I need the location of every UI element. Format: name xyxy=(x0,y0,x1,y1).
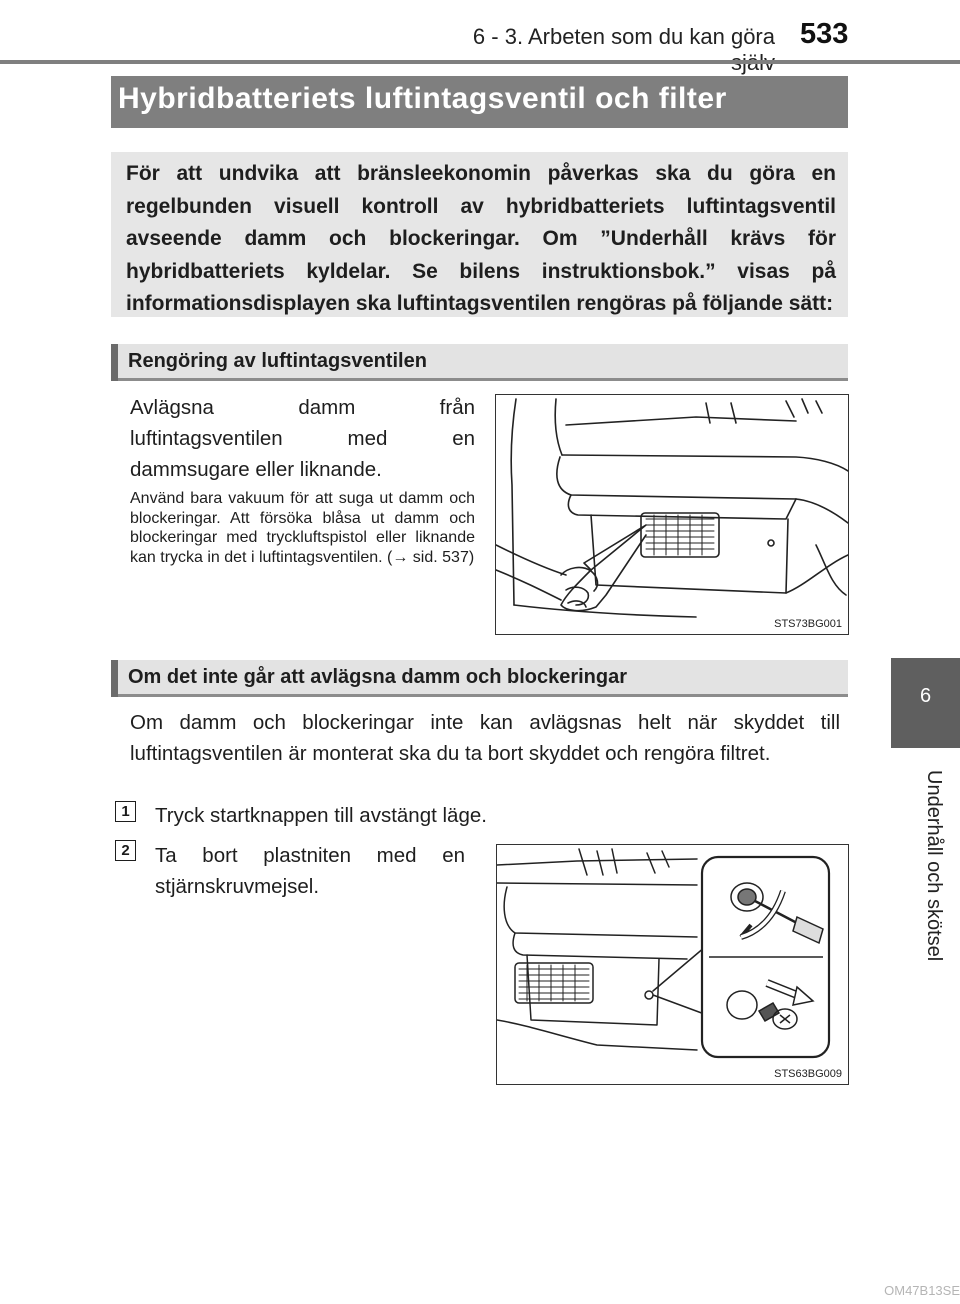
section1-note xyxy=(130,489,475,567)
page-number: 533 xyxy=(800,18,849,50)
header-rule xyxy=(0,60,960,64)
section-marker xyxy=(111,344,118,381)
vacuum-illustration xyxy=(496,395,848,634)
section1-body: Avlägsna damm från luftintagsventilen med en dammsugare eller liknande. xyxy=(130,396,475,481)
rivet-illustration xyxy=(497,845,848,1084)
page-title: Hybridbatteriets luftintagsventil och filter xyxy=(118,82,727,115)
figure-vacuum-cleaning xyxy=(495,394,849,635)
chapter-number: 6 xyxy=(919,685,932,707)
figure-remove-rivet xyxy=(496,844,849,1085)
section-heading-not-removable-text: Om det inte går att avlägsna damm och blockeringar xyxy=(128,666,628,688)
step-2-text: Ta bort plastniten med en stjärnskruvmejsel. xyxy=(155,844,465,898)
step-1-text: Tryck startknappen till avstängt läge. xyxy=(155,804,487,827)
section-heading-cleaning-text: Rengöring av luftintagsventilen xyxy=(128,350,427,372)
running-header: 6 - 3. Arbeten som du kan göra xyxy=(472,24,775,49)
section-marker xyxy=(111,660,118,697)
arrow-right-icon: → xyxy=(392,548,409,566)
step-2-badge: 2 xyxy=(115,840,136,861)
chapter-title: Underhåll och skötsel xyxy=(923,770,945,962)
footer-watermark: OM47B13SE xyxy=(884,1283,960,1298)
intro-text: För att undvika att bränsleekonomin påverkas ska du göra en regelbunden visuell kontroll av hybridbatteriets luftintagsventil avseende damm och blockeringar. Om ”Underhåll krävs för hybridbatteriets kyldelar. Se bilens instruktionsbok.” visas på informationsdisplayen ska luftintagsventilen rengöras på följande sätt: xyxy=(126,162,836,315)
note-text: Använd bara vakuum för att suga ut damm och blockeringar. Att försöka blåsa ut damm och blockeringar med tryckluftspistol eller liknande kan trycka in det i luftintagsventilen. ( xyxy=(130,490,475,566)
note-page-ref: sid. 537) xyxy=(408,548,475,566)
step-1-badge: 1 xyxy=(115,801,136,822)
figure-id: STS73BG001 xyxy=(774,618,842,630)
figure-id: STS63BG009 xyxy=(774,1068,842,1080)
section2-body: Om damm och blockeringar inte kan avlägsnas helt när skyddet till luftintagsventilen är monterat ska du ta bort skyddet och rengöra filtret. xyxy=(130,711,840,765)
